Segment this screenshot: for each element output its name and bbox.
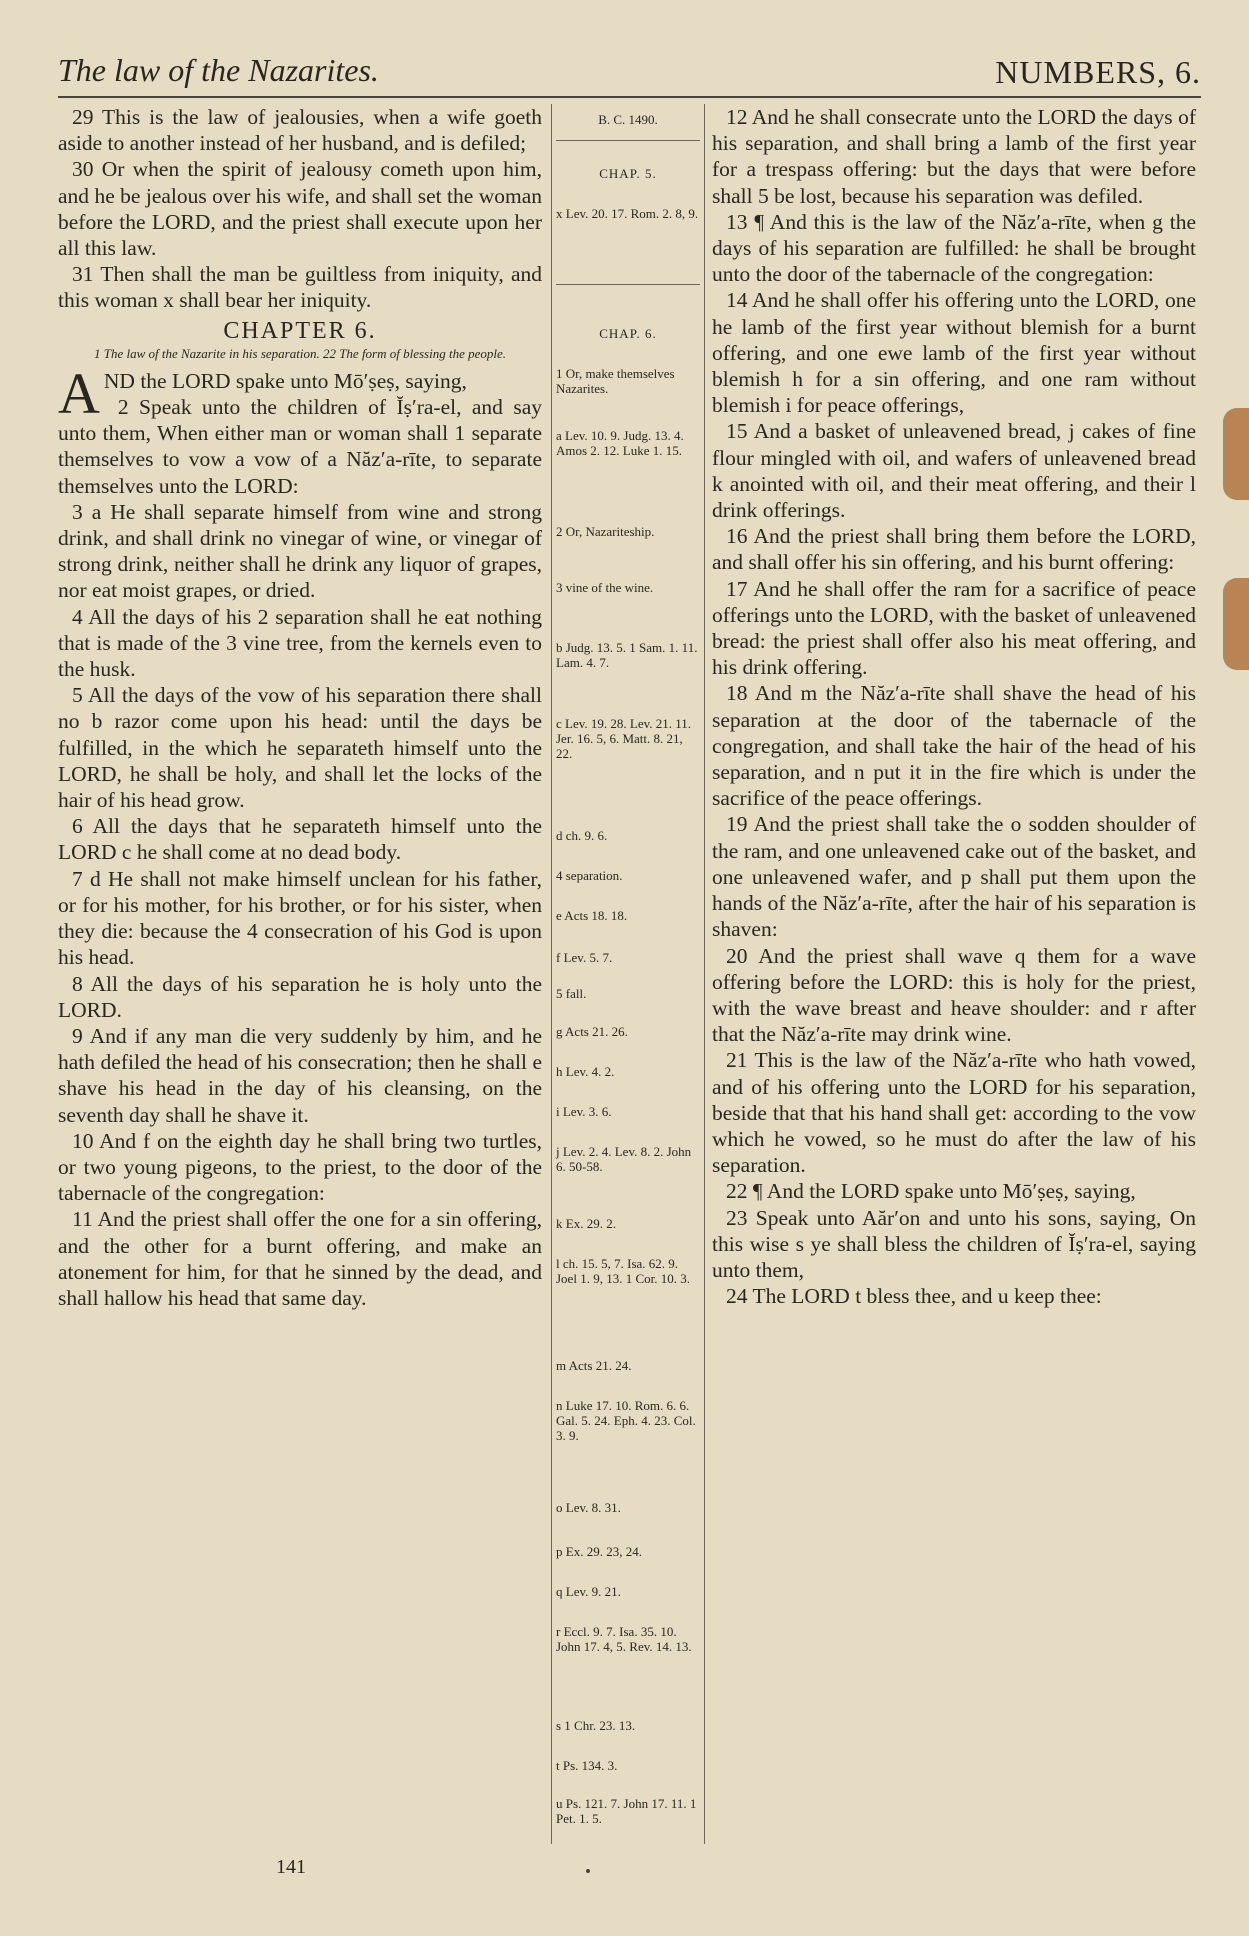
margin-note-4: 4 separation. [556,868,623,883]
margin-note-c: c Lev. 19. 28. Lev. 21. 11. Jer. 16. 5, 6. Matt. 8. 21, 22. [556,716,692,761]
verse-6-24: 24 The LORD t bless thee, and u keep thee: [726,1284,1102,1309]
verse-6-6: 6 All the days that he separateth himself unto the LORD c he shall come at no dead body. [58,814,542,865]
verse-6-1: AND the LORD spake unto Mō′ṣeṣ, saying, [58,360,467,426]
verse-6-18: 18 And m the Năz′a-rīte shall shave the head of his separation at the door of the tabernacle of the congregation, and shall take the hair of the head of his separation, and n put it in the fire which is under the sacrifice of the peace offerings. [712,681,1196,811]
margin-chap-5: CHAP. 5. [599,166,657,181]
running-title: The law of the Nazarites. [58,52,379,88]
margin-rule [556,284,700,285]
margin-note-o: o Lev. 8. 31. [556,1500,621,1515]
verse-6-8: 8 All the days of his separation he is holy unto the LORD. [58,971,542,1022]
verse-6-22: 22 ¶ And the LORD spake unto Mō′ṣeṣ, saying, [726,1179,1136,1204]
margin-note-g: g Acts 21. 26. [556,1024,628,1039]
verse-6-5: 5 All the days of the vow of his separation there shall no b razor come upon his head: until the days be fulfilled, in the which he separateth himself unto the LORD, he shall be holy, and shall let the locks of the hair of his head grow. [58,683,542,813]
margin-note-p: p Ex. 29. 23, 24. [556,1544,642,1559]
margin-note-j: j Lev. 2. 4. Lev. 8. 2. John 6. 50-58. [556,1144,692,1174]
verse-5-29: 29 This is the law of jealousies, when a wife goeth aside to another instead of her husband, and is defiled; [58,105,542,156]
verse-6-12: 12 And he shall consecrate unto the LORD the days of his separation, and shall bring a lamb of the first year for a trespass offering: but the days that were before shall 5 be lost, because his separation was defiled. [712,105,1196,208]
verse-6-9: 9 And if any man die very suddenly by him, and he hath defiled the head of his consecration; then he shall e shave his head in the day of his cleansing, on the seventh day shall he shave it. [58,1023,542,1127]
margin-rule [556,140,700,141]
margin-note-b: b Judg. 13. 5. 1 Sam. 1. 11. Lam. 4. 7. [556,640,698,670]
verse-6-17: 17 And he shall offer the ram for a sacrifice of peace offerings unto the LORD, with the basket of unleavened bread: the priest shall offer also his meat offering, and his drink offering. [712,576,1196,680]
footer-dot [586,1869,590,1873]
margin-date: B. C. 1490. [598,112,658,127]
verse-6-21: 21 This is the law of the Năz′a-rīte who hath vowed, and of his offering unto the LORD for his separation, beside that that his hand shall get: according to the vow which he vowed, so he must do after the law of his separation. [712,1048,1196,1178]
verse-6-10: 10 And f on the eighth day he shall bring two turtles, or two young pigeons, to the priest, to the door of the tabernacle of the congregation: [58,1128,542,1206]
margin-note-x: x Lev. 20. 17. Rom. 2. 8, 9. [556,206,699,221]
verse-6-20: 20 And the priest shall wave q them for a wave offering before the LORD: this is holy for the priest, with the wave breast and heave shoulder: and r after that the Năz′a-rīte may drink wine. [712,943,1196,1047]
book-chapter-title: NUMBERS, 6. [995,54,1201,90]
margin-note-t: t Ps. 134. 3. [556,1758,618,1773]
verse-6-2: 2 Speak unto the children of Ĭṣ′ra-el, and say unto them, When either man or woman shall 1 separate themselves to vow a vow of a Năz′a-rīte, to separate themselves unto the LORD: [58,395,542,498]
margin-note-d: d ch. 9. 6. [556,828,608,843]
page-number: 141 [276,1856,306,1878]
verse-6-7: 7 d He shall not make himself unclean for his father, or for his mother, for his brother, or for his sister, when they die: because the 4 consecration of his God is upon his head. [58,866,542,970]
margin-note-e: e Acts 18. 18. [556,908,628,923]
margin-note-a: a Lev. 10. 9. Judg. 13. 4. Amos 2. 12. Luke 1. 15. [556,428,684,458]
margin-chap-6: CHAP. 6. [599,326,657,341]
verse-6-4: 4 All the days of his 2 separation shall he eat nothing that is made of the 3 vine tree, from the kernels even to the husk. [58,604,542,682]
verse-5-30: 30 Or when the spirit of jealousy cometh upon him, and he be jealous over his wife, and shall set the woman before the LORD, and the priest shall execute upon her all this law. [58,157,542,261]
verse-6-11: 11 And the priest shall offer the one for a sin offering, and the other for a burnt offering, and make an atonement for him, for that he sinned by the dead, and shall hallow his head that same day. [58,1207,542,1310]
verse-5-31: 31 Then shall the man be guiltless from iniquity, and this woman x shall bear her iniquity. [58,262,542,313]
margin-note-l: l ch. 15. 5, 7. Isa. 62. 9. Joel 1. 9, 13. 1 Cor. 10. 3. [556,1256,690,1286]
verse-6-23: 23 Speak unto Aăr′on and unto his sons, saying, On this wise s ye shall bless the children of Ĭṣ′ra-el, saying unto them, [712,1205,1196,1282]
left-column [58,104,542,1311]
margin-note-5: 5 fall. [556,986,587,1001]
verse-6-19: 19 And the priest shall take the o sodden shoulder of the ram, and one unleavened cake out of the basket, and one unleavened wafer, and p shall put them upon the hands of the Năz′a-rīte, after the hair of his separation is shaven: [712,812,1196,942]
verse-6-16: 16 And the priest shall bring them before the LORD, and shall offer his sin offering, and his burnt offering: [712,524,1196,575]
margin-note-2: 2 Or, Nazariteship. [556,524,655,539]
margin-note-h: h Lev. 4. 2. [556,1064,615,1079]
margin-note-1: 1 Or, make themselves Nazarites. [556,366,675,396]
chapter-heading: CHAPTER 6. [223,317,377,344]
margin-note-3: 3 vine of the wine. [556,580,654,595]
margin-note-s: s 1 Chr. 23. 13. [556,1718,636,1733]
chapter-summary: 1 The law of the Nazarite in his separation. 22 The form of blessing the people. [93,345,507,361]
verse-6-14: 14 And he shall offer his offering unto the LORD, one he lamb of the first year without blemish for a burnt offering, and one ewe lamb of the first year without blemish h for a sin offering, and one ram without blemish i for peace offerings, [712,288,1196,418]
right-column [712,104,1196,1309]
margin-note-k: k Ex. 29. 2. [556,1216,616,1231]
margin-note-r: r Eccl. 9. 7. Isa. 35. 10. John 17. 4, 5. Rev. 14. 13. [556,1624,692,1654]
margin-note-q: q Lev. 9. 21. [556,1584,621,1599]
margin-note-u: u Ps. 121. 7. John 17. 11. 1 Pet. 1. 5. [556,1796,697,1826]
margin-divider-right [704,104,705,1844]
page-stain [1223,408,1249,500]
margin-note-i: i Lev. 3. 6. [556,1104,612,1119]
header-rule [58,96,1201,98]
page-stain [1223,578,1249,670]
margin-note-n: n Luke 17. 10. Rom. 6. 6. Gal. 5. 24. Eph. 4. 23. Col. 3. 9. [556,1398,696,1443]
verse-6-15: 15 And a basket of unleavened bread, j cakes of fine flour mingled with oil, and wafers of unleavened bread k anointed with oil, and their meat offering, and their l drink offerings. [712,419,1196,523]
margin-divider-left [551,104,552,1844]
margin-note-f: f Lev. 5. 7. [556,950,613,965]
verse-6-13: 13 ¶ And this is the law of the Năz′a-rīte, when g the days of his separation are fulfilled: he shall be brought unto the door of the tabernacle of the congregation: [712,209,1196,287]
margin-note-m: m Acts 21. 24. [556,1358,632,1373]
verse-6-3: 3 a He shall separate himself from wine and strong drink, and shall drink no vinegar of wine, or vinegar of strong drink, neither shall he drink any liquor of grapes, nor eat moist grapes, or dried. [58,499,542,603]
